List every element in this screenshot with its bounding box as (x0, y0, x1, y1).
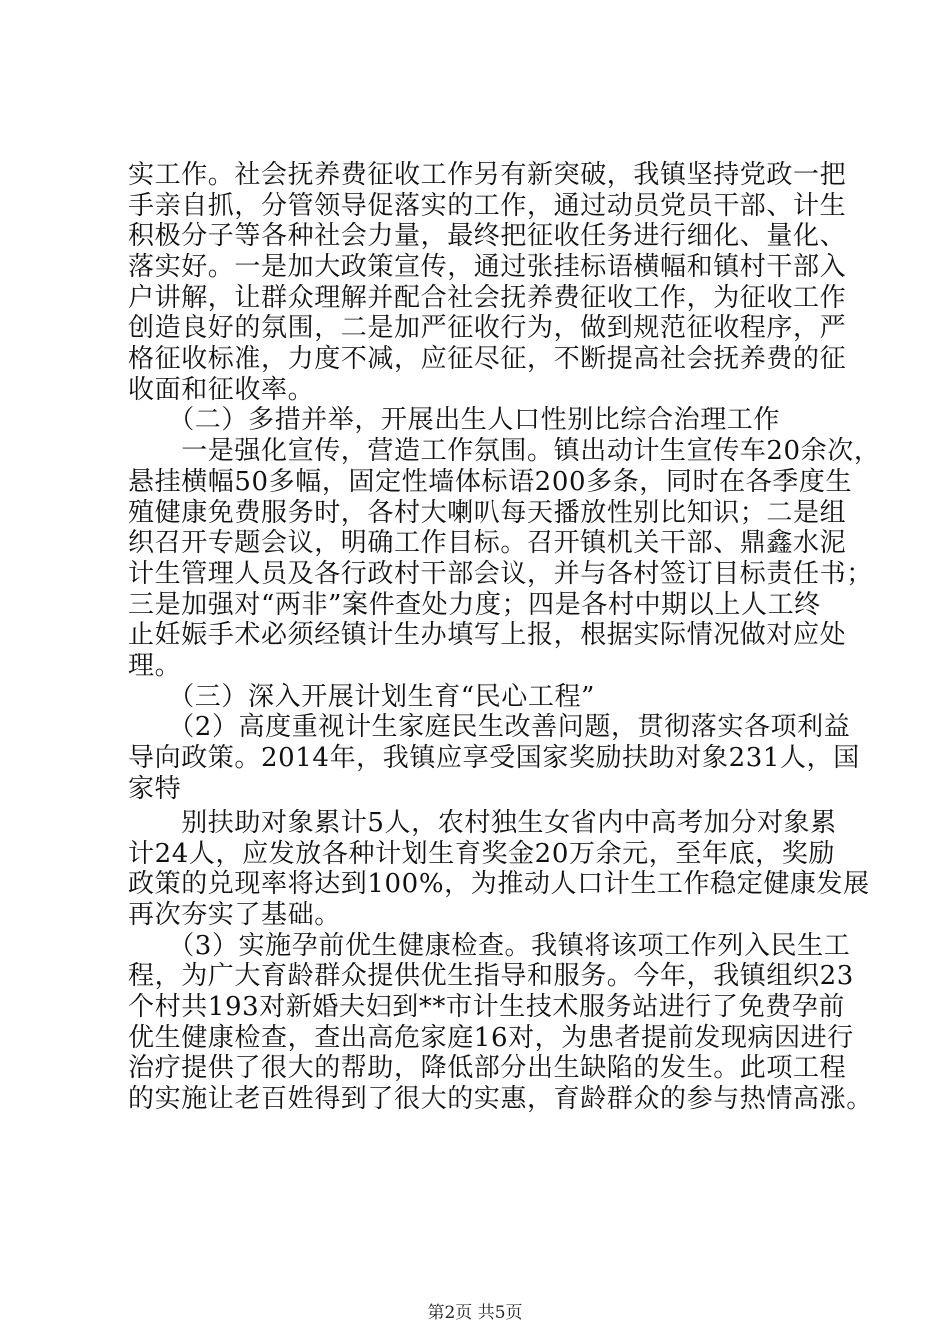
text-line: 落实好。一是加大政策宣传，通过张挂标语横幅和镇村干部入 (128, 252, 847, 282)
text-line: 优生健康检查，查出高危家庭16对，为患者提前发现病因进行 (128, 1023, 854, 1053)
text-line: 政策的兑现率将达到100%，为推动人口计生工作稳定健康发展 (128, 869, 870, 899)
text-line: 程，为广大育龄群众提供优生指导和服务。今年，我镇组织23 (128, 961, 854, 991)
text-line: 治疗提供了很大的帮助，降低部分出生缺陷的发生。此项工程 (128, 1053, 847, 1083)
text-line: 创造良好的氛围，二是加严征收行为，做到规范征收程序，严 (128, 313, 847, 343)
text-line: 悬挂横幅50多幅，固定性墙体标语200多条，同时在各季度生 (128, 467, 853, 497)
text-line: 止妊娠手术必须经镇计生办填写上报，根据实际情况做对应处 (128, 620, 847, 650)
text-line: 计生管理人员及各行政村干部会议，并与各村签订目标责任书； (128, 559, 873, 589)
text-line: 三是加强对“两非”案件查处力度；四是各村中期以上人工终 (128, 590, 821, 620)
text-line: 织召开专题会议，明确工作目标。召开镇机关干部、鼎鑫水泥 (128, 528, 847, 558)
text-line: （2）高度重视计生家庭民生改善问题，贯彻落实各项利益 (128, 712, 851, 742)
text-line: 实工作。社会抚养费征收工作另有新突破，我镇坚持党政一把 (128, 160, 847, 190)
text-line: 再次夯实了基础。 (128, 900, 341, 930)
text-line: 手亲自抓，分管领导促落实的工作，通过动员党员干部、计生 (128, 191, 847, 221)
text-line: （3）实施孕前优生健康检查。我镇将该项工作列入民生工 (128, 931, 851, 961)
text-line: 个村共193对新婚夫妇到**市计生技术服务站进行了免费孕前 (128, 992, 846, 1022)
text-line: 收面和征收率。 (128, 375, 315, 405)
text-line: 理。 (128, 651, 182, 681)
section-heading: （三）深入开展计划生育“民心工程” (128, 682, 595, 712)
text-line: 别扶助对象累计5人，农村独生女省内中高考加分对象累 (128, 808, 837, 838)
text-line: 计24人，应发放各种计划生育奖金20万余元，至年底，奖励 (128, 839, 835, 869)
text-line: 家特 (128, 774, 182, 804)
text-line: 积极分子等各种社会力量，最终把征收任务进行细化、量化、 (128, 221, 847, 251)
text-line: 格征收标准，力度不减，应征尽征，不断提高社会抚养费的征 (128, 344, 847, 374)
page-indicator: 第2页 共5页 (427, 1303, 523, 1323)
text-line: 导向政策。2014年，我镇应享受国家奖励扶助对象231人，国 (128, 743, 860, 773)
text-line: 户讲解，让群众理解并配合社会抚养费征收工作，为征收工作 (128, 283, 847, 313)
text-line: 一是强化宣传，营造工作氛围。镇出动计生宣传车20余次， (128, 436, 881, 466)
text-line: 的实施让老百姓得到了很大的实惠，育龄群众的参与热情高涨。 (128, 1084, 873, 1114)
section-heading: （二）多措并举，开展出生人口性别比综合治理工作 (128, 405, 781, 435)
text-line: 殖健康免费服务时，各村大喇叭每天播放性别比知识；二是组 (128, 498, 847, 528)
